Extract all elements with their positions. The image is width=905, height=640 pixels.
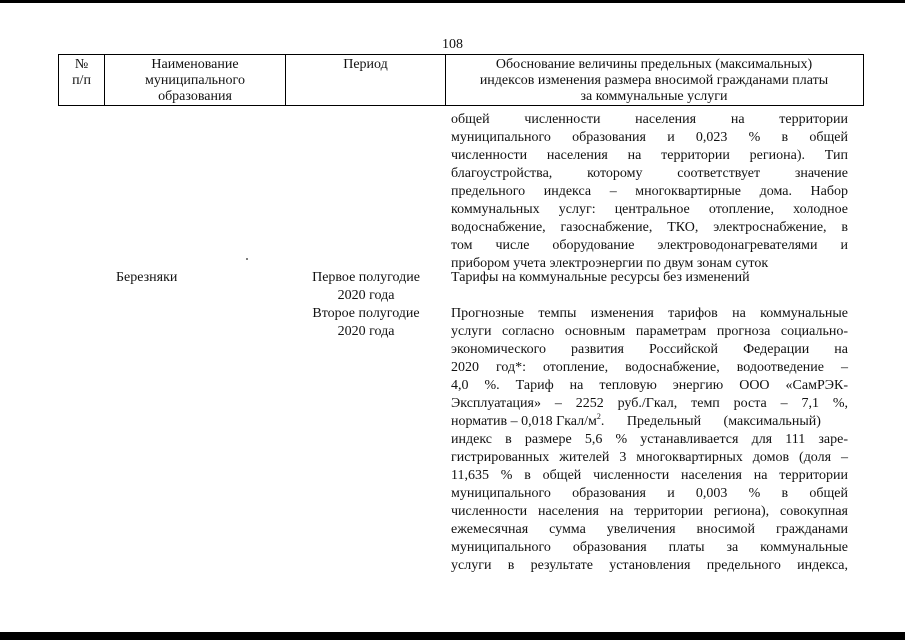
period-first-half: Первое полугодие 2020 года [312, 270, 420, 303]
text-line: численности населения на территории региона), совокупная [451, 504, 848, 519]
text-line: благоустройства, которому соответствует значение [451, 166, 848, 181]
text-line: 11,635 % в общей численности населения на территории [451, 468, 848, 483]
text-line: общей численности населения на территории [451, 112, 848, 127]
header-col-justification: Обоснование величины предельных (максимальных) индексов изменения размера вносимой гражданами платы за коммунальные услуги [479, 57, 829, 104]
text-line: индекс в размере 5,6 % устанавливается для 111 заре- [451, 432, 848, 447]
text-line: муниципального образования и 0,023 % в общей [451, 130, 848, 145]
text-line: норматив – 0,018 Гкал/$м^2$. Предельный (максимальный) [451, 412, 821, 429]
text-line: услуги в результате установления предельного индекса, [451, 558, 848, 573]
header-col-municipality: Наименование муниципального образования [145, 57, 245, 104]
period1-justification: Тарифы на коммунальные ресурсы без изменений [451, 270, 750, 285]
text-line: предельного индекса – многоквартирные дома. Набор [451, 184, 848, 199]
header-col-period: Период [343, 57, 388, 72]
top-border [0, 0, 905, 3]
bottom-border [0, 632, 905, 640]
text-line: прибором учета электроэнергии по двум зонам суток [451, 256, 769, 271]
text-line: водоснабжение, газоснабжение, ТКО, электроснабжение, в [451, 220, 848, 235]
text-line: Прогнозные темпы изменения тарифов на коммунальные [451, 306, 848, 321]
text-line: муниципального образования и 0,003 % в общей [451, 486, 848, 501]
text-line: ежемесячная сумма увеличения вносимой гражданами [451, 522, 848, 537]
header-col-number: № п/п [72, 57, 91, 88]
text-line: коммунальных услуг: центральное отопление, холодное [451, 202, 848, 217]
superscript: 2 [596, 412, 601, 421]
text-line: численности населения на территории региона). Тип [451, 148, 848, 163]
text-line: услуги согласно основным параметрам прогноза социально- [451, 324, 848, 339]
text-line: гистрированных жителей 3 многоквартирных домов (доля – [451, 450, 848, 465]
text-line: 2020 год*: отопление, водоснабжение, водоотведение – [451, 360, 848, 375]
scan-speck [246, 258, 248, 260]
text-line: экономического развития Российской Федерации на [451, 342, 848, 357]
text-line: Эксплуатация» – 2252 руб./Гкал, темп роста – 7,1 %, [451, 396, 848, 411]
text-line: муниципального образования платы за коммунальные [451, 540, 848, 555]
page-number: 108 [442, 37, 463, 52]
text-line: том числе оборудование электроводонагревателями и [451, 238, 848, 253]
text-line: 4,0 %. Тариф на тепловую энергию ООО «СамРЭК- [451, 378, 848, 393]
table-header [58, 54, 864, 106]
period-second-half: Второе полугодие 2020 года [312, 306, 420, 339]
municipality-name: Березняки [116, 270, 178, 285]
